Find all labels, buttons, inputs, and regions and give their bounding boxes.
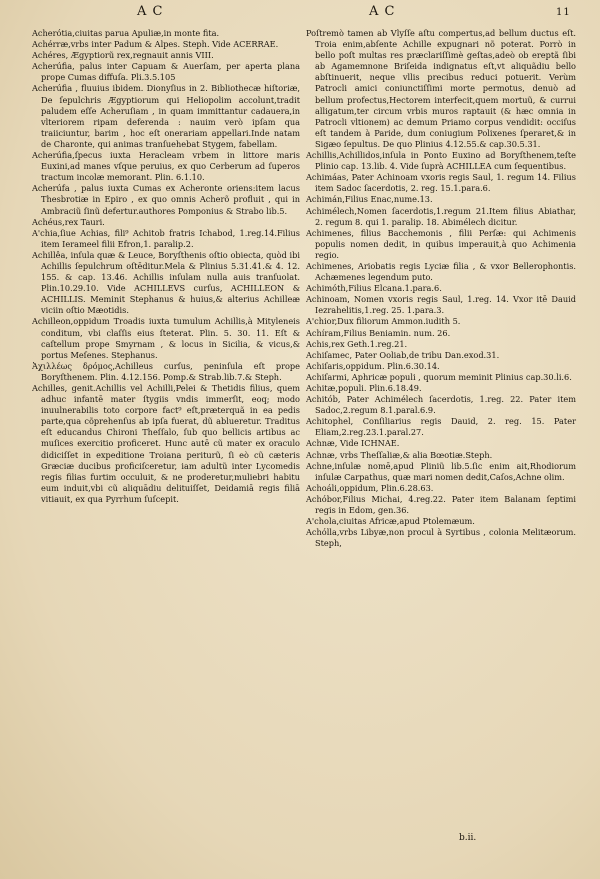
dictionary-entry: Achillêa, inſula quæ & Leuce, Boryſthenis oſtio obiecta, quòd ibi Achillis ſepulchrum oſtēditur.Mela & Plinius 5.31.41.& 4. 12. 155. & cap. 13.46. Achillis inſulam nulla auis tranſuolat. Plin.10.29.10. Vide ACHILLEVS curſus, ACHILLEON & ACHILLIS. Meminit Stephanus & huius,& alterius Achilleæ viciin oſtio Mæotidis. xyxy=(32,249,300,316)
dictionary-entry: Achimélech,Nomen ſacerdotis,1.regum 21.Item filius Abiathar, 2. regum 8. qui 1. paralip. 18. Abimélech dicitur. xyxy=(306,205,576,227)
dictionary-entry: Acherúfia, palus inter Capuam & Auerſam, per aperta plana prope Cumas diffuſa. Pli.3.5.105 xyxy=(32,61,300,83)
dictionary-entry: Achiſarmi, Aphricæ populi , quorum meminit Plinius cap.30.li.6. xyxy=(306,371,572,382)
dictionary-entry: Achnæ, vrbs Theſſaliæ,& alia Bœotiæ.Steph. xyxy=(306,449,493,460)
dictionary-entry: Achíram,Filius Beniamin. num. 26. xyxy=(306,327,451,338)
dictionary-entry: Acherúfa , palus iuxta Cumas ex Acheronte oriens:item lacus Thesbrotiæ in Epiro , ex quo omnis Acherõ profluit , qui in Ambraciũ ſinũ defertur.authores Pomponius & Strabo lib.5. xyxy=(32,183,300,216)
dictionary-entry: Acherúfia,ſpecus iuxta Heracleam vrbem in littore maris Euxini,ad manes vſque peruius, ex quo Cerberum ad ſuperos tractum incolæ memorant. Plin. 6.1.10. xyxy=(32,150,300,183)
dictionary-entry: Achnæ, Vide ICHNAE. xyxy=(306,438,400,449)
dictionary-entry: Achillis,Achillidos,inſula in Ponto Euxino ad Boryſthenem,teſte Plinio cap. 13.lib. 4. Vide ſuprà ACHILLEA cum ſequentibus. xyxy=(306,150,576,172)
dictionary-entry: Achiſaris,oppidum. Plin.6.30.14. xyxy=(306,360,440,371)
running-header xyxy=(0,4,600,24)
dictionary-entry: Acherúfia , fluuius ibidem. Dionyſius in 2. Bibliothecæ hiſtoriæ, De ſepulchris Ægyptiorum qui Heliopolim accolunt,tradit paludem eſſe Acheruſiam , in quam immittantur cadauera,in vlteriorem ripam deferenda : nauim verò ipſam qua traiiciuntur, barim , hoc eſt onerariam appellari.Inde natam de Charonte, qui animas tranſuehebat Stygem, fabellam. xyxy=(32,83,300,149)
dictionary-entry: Achimenes, filius Bacchemonis , filii Perſæ: qui Achimenis populis nomen dedit, in quibus imperauit,à quo Achimenia regio. xyxy=(306,227,576,260)
dictionary-entry: Achérræ,vrbs inter Padum & Alpes. Steph. Vide ACERRAE. xyxy=(32,39,279,50)
dictionary-entry: Achoáli,oppidum, Plin.6.28.63. xyxy=(306,482,434,493)
dictionary-entry: Ἀχιλλέως δρόμος,Achilleus curſus, peninſula eſt prope Boryſthenem. Plin. 4.12.156. Pomp.& Strab.lib.7.& Steph. xyxy=(32,360,300,382)
dictionary-entry: Acherótia,ciuitas parua Apuliæ,in monte fita. xyxy=(32,28,220,38)
dictionary-entry: A'chia,ſiue Achias, fili⁹ Achitob fratris Ichabod, 1.reg.14.Filius item Ierameel filii Efron,1. paralip.2. xyxy=(32,227,300,249)
dictionary-entry: Achiſamec, Pater Ooliab,de tribu Dan.exod.31. xyxy=(306,349,500,360)
right-column xyxy=(306,28,576,549)
signature-mark: b.ii. xyxy=(459,833,477,843)
dictionary-entry: Achne,inſulæ nomē,apud Pliniũ lib.5.ſic enim ait,Rhodiorum inſulæ Carpathus, quæ mari nomen dedit,Caſos,Achne olim. xyxy=(306,460,576,482)
dictionary-entry: Achéres, Ægyptiorũ rex,regnauit annis VIII. xyxy=(32,50,214,61)
left-column xyxy=(32,28,300,505)
dictionary-entry: Achéus,rex Tauri. xyxy=(32,216,105,227)
dictionary-entry: Achimóth,Filius Elcana.1.para.6. xyxy=(306,283,442,294)
dictionary-entry: Achimenes, Ariobatis regis Lyciæ filia , & vxor Bellerophontis. Achæmenes legendum puto. xyxy=(306,260,576,283)
dictionary-entry: Achis,rex Geth.1.reg.21. xyxy=(306,338,408,349)
dictionary-entry: A'chior,Dux filiorum Ammon.iudith 5. xyxy=(306,316,461,327)
header-right-letters: A C xyxy=(369,4,396,19)
dictionary-entry: Achólla,vrbs Libyæ,non procul à Syrtibus , colonia Melitæorum. Steph, xyxy=(306,527,576,549)
dictionary-entry: Achitophel, Conſiliarius regis Dauid, 2. reg. 15. Pater Eliam,2.reg.23.1.paral.27. xyxy=(306,416,576,438)
dictionary-entry: Achimán,Filius Enac,nume.13. xyxy=(306,194,433,205)
header-left-letters: A C xyxy=(137,4,164,19)
page-number: 11 xyxy=(556,7,571,18)
dictionary-entry: Achitæ,populi. Plin.6.18.49. xyxy=(306,383,422,393)
dictionary-entry: Achimáas, Pater Achinoam vxoris regis Saul, 1. regum 14. Filius item Sadoc ſacerdotis, 2. reg. 15.1.para.6. xyxy=(306,172,576,194)
dictionary-entry: Achóbor,Filius Michai, 4.reg.22. Pater item Balanam ſeptimi regis in Edom, gen.36. xyxy=(306,493,576,516)
dictionary-entry: Poſtremò tamen ab Vlyſſe aſtu compertus,ad bellum ductus eſt. Troia enim,abſente Achille expugnari nõ poterat. Porrò in bello poſt multas res præclariſſimè geſtas,adeò ob ereptã ſibi ab Agamemnone Briſeida indignatus eſt,vt aliquãdiu bello abſtinuerit, neque vllis precibus reduci potuerit. Verùm Patrocli amici coniunctiſſimi morte permotus, denuò ad bellum profectus,Hectorem interfecit,quem mortuũ, & currui alligatum,ter circum vrbis muros raptauit (& hæc omnia in Patrocli vltionem) ac demum Priamo corpus vendidit: occiſus eſt tandem à Paride, dum coniugium Polixenes ſperaret,& in Sigæo ſepultus. De quo Plinius 4.12.55.& cap.30.5.31. xyxy=(306,28,576,149)
dictionary-entry: Achilleon,oppidum Troadis iuxta tumulum Achillis,à Mityleneis conditum, vbi claſſis eius ſteterat. Plin. 5. 30. 11. Eſt & caſtellum prope Smyrnam , & locus in Sicilia, & vicus,& portus Meſenes. Stephanus. xyxy=(32,316,300,360)
dictionary-entry: Achinoam, Nomen vxoris regis Saul, 1.reg. 14. Vxor itē Dauid Iezrahelitis,1.reg. 25. 1.para.3. xyxy=(306,294,576,316)
dictionary-entry: Achitób, Pater Achimélech ſacerdotis, 1.reg. 22. Pater item Sadoc,2.regum 8.1.paral.6.9. xyxy=(306,394,576,416)
dictionary-entry: A'chola,ciuitas Africæ,apud Ptolemæum. xyxy=(306,516,475,527)
dictionary-entry: Achilles, genit.Achillis vel Achilli,Pelei & Thetidis filius, quem adhuc infantē mater ſtygiis vndis immerſit, eoq; modo inuulnerabilis toto corpore fact⁹ eſt,præterquã in ea pedis parte,qua cõprehenſus ab ipſa fuerat, dũ ablueretur. Traditus eſt educandus Chironi Theſſalo, ſub quo bellicis artibus ac muſices exercitio proficeret. Hunc autē cũ mater ex oraculo didiciſſet in expeditione Troiana periturũ, ſi eò cũ cæteris Græciæ ducibus proficiſceretur, iam adultũ inter Lycomedis regis filias furtim occuluit, & ne proderetur,muliebri habitu eum induit,vbi cũ aliquādiu delituiſſet, Deidamiā regis filiā vitiauit, ex qua Pyrrhum ſuſcepit. xyxy=(32,383,300,504)
